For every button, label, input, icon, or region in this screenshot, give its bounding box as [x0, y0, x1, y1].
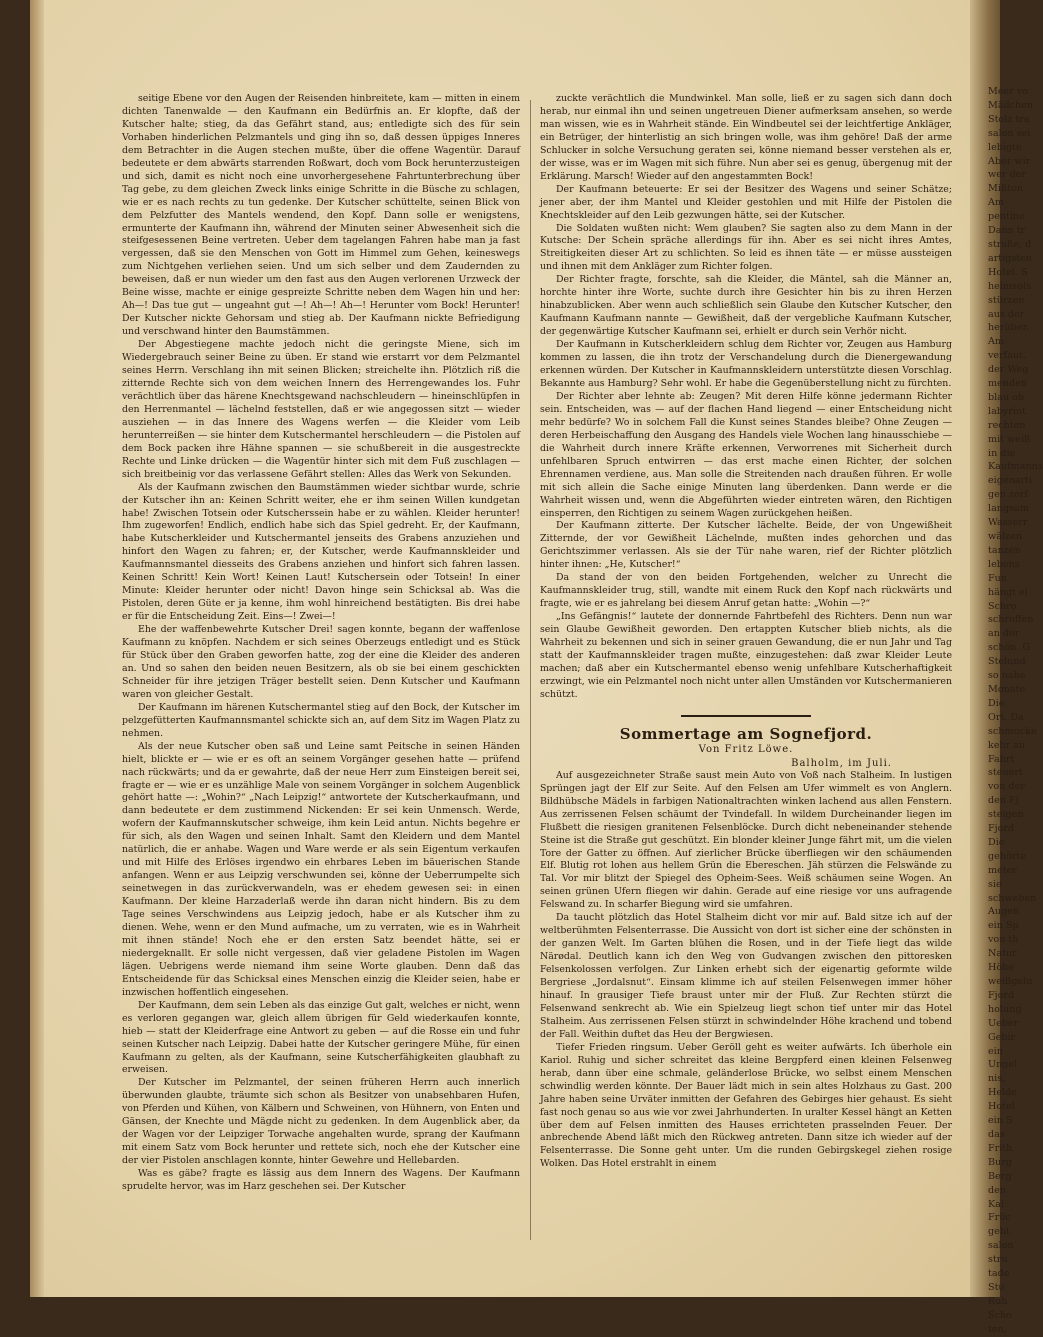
- edge-fragment: das: [988, 1128, 1005, 1140]
- edge-fragment: Fun: [988, 572, 1008, 584]
- edge-fragment: Ueber: [988, 1017, 1019, 1029]
- edge-fragment: schön. G: [988, 642, 1031, 654]
- edge-fragment: kehr au: [988, 739, 1026, 751]
- paragraph: Auf ausgezeichneter Straße saust mein Auto von Voß nach Stalheim. In lustigen Sprüngen jagt der Elf zur Seite. Auf den Felsen am Ufer wimmelt es von Anglern. Bildhübsche Mädels in farbigen Nationaltrachten winken lachend aus allen Fenstern. Aus zerrissenen Felsen schäumt der Tvindefall. In wildem Durcheinander liegen im Flußbett die riesigen granitenen Felsenblöcke. Durch dicht nebeneinander stehende Steine ist die Straße gut geschützt. Ein blonder kleiner Junge fährt mit, um die vielen Tore der Gatter zu öffnen. Auf zierlicher Brücke überfliegen wir den schäumenden Elf. Blutig rot lohen aus hellem Grün die Ebereschen. Jäh stürzen die Felswände zu Tal. Vor mir blitzt der Spiegel des Opheim-Sees. Weiß schäumen seine Wogen. An seinen grünen Ufern fliegen wir dahin. Gerade auf eine riesige vor uns aufragende Felswand zu. In scharfer Biegung wird sie umfahren.: [540, 769, 952, 911]
- edge-fragment: wälzen: [988, 531, 1022, 542]
- edge-fragment: stru: [988, 1254, 1008, 1266]
- edge-fragment: rechten: [988, 419, 1026, 431]
- edge-fragment: Die: [988, 836, 1005, 848]
- paragraph: Der Abgestiegene machte jedoch nicht die geringste Miene, sich im Wiedergebrauch seiner Beine zu üben. Er stand wie erstarrt vor dem Pelzmantel seines Herrn. Verschlang ihn mit seinen Blicken; streichelte ihn. Plötzlich riß die zitternde Rechte sich von dem weichen Innern des Herrengewandes los. Fuhr verächtlich über das härene Knechtsgewand nachschleudern — hineinschlüpfen in den Herrenmantel — lächelnd feststellen, daß er wie angegossen sitzt — wieder ausziehen — in das Innere des Wagens werfen — die Kleider vom Leib herunterreißen — sie hinter dem Kutschermantel herschleudern — die Pistolen auf dem Bock packen ihre Hähne spannen — sie schußbereit in die ausgestreckte Rechte und Linke drücken — die Wagentür hinter sich mit dem Fuß zuschlagen — sich breitbeinig vor das verlassene Gefährt stellen: Alles das Werk von Sekunden.: [122, 339, 520, 480]
- edge-fragment: Frith: [988, 1142, 1013, 1154]
- edge-fragment: stürzen: [988, 294, 1025, 306]
- edge-fragment: salon sei: [988, 127, 1031, 139]
- newspaper-page: [30, 0, 1043, 1335]
- paragraph: Als der neue Kutscher oben saß und Leine samt Peitsche in seinen Händen hielt, blickte er — wie er es oft an seinem Vorgänger gesehen hatte — prüfend nach rückwärts; und da er gewahrte, daß der neue Herr zum Einsteigen bereit sei, fragte er — wie er es unzählige Male von seinem Vorgänger in solchem Augenblick gehört hatte —: „Wohin?“ „Nach Leipzig!“ antwortete der Kutscherkaufmann, und dann bedeutete er dem zustimmend Nickenden: Er sei kein Unmensch. Werde, wofern der Kaufmannskutscher schweige, ihm kein Leid antun. Nichts begehre er für sich, als den Wagen und seinen Inhalt. Samt den Kleidern und dem Mantel natürlich, die er anhabe. Wagen und Ware werde er als sein Eigentum verkaufen und mit Hilfe des Erlöses irgendwo ein ehrbares Leben im bäuerischen Stande anfangen. Wenn er aus Leipzig verschwunden sei, könne der Ueberrumpelte sich seinetwegen in das zurückverwandeln, was er ehedem gewesen sei: in einen Kaufmann. Der kleine Harzaderlaß werde ihn daran nicht hindern. Bis zu dem Tage seines Verschwindens aus Leipzig jedoch, habe er als Kutscher ihm zu dienen. Wehe, wenn er den Mund aufmache, um zu verraten, wie es in Wahrheit mit ihnen stände! Noch ehe er den ersten Satz beendet hätte, sei er niedergeknallt. Er solle nicht vergessen, daß vier geladene Pistolen im Wagen lägen. Uebrigens werde niemand ihm seine Worte glauben. Denn daß das Entscheidende für das Schicksal eines Menschen einzig die Kleider seien, habe er inzwischen hoffentlich eingesehen.: [122, 740, 520, 998]
- edge-fragment: Scho: [988, 1309, 1012, 1321]
- edge-fragment: verfaut.: [988, 350, 1027, 362]
- paragraph: Der Richter aber lehnte ab: Zeugen? Mit deren Hilfe könne jedermann Richter sein. Entscheiden, was — auf der flachen Hand liegend — einer Entscheidung nicht mehr bedürfe? Wo in solchem Fall die Kunst seines Standes bleibe? Ohne Zeugen — deren Herbeischaffung den Ausgang des Handels viele Wochen lang hinausschiebe — die Wahrheit durch innere Kräfte erkennen, Verworrenes mit Sicherheit durch unfehlbaren Spruch entwirren — das erst mache einen Richter, der solchen Ehrennamen verdiene, aus. Man solle die Streitenden nach draußen führen. Er wolle mit sich allein die Sache einige Minuten lang überdenken. Dann werde er die Wahrheit wissen und, wenn die Abgeführten wieder eintreten wären, den Richtigen einsperren, den Richtigen zu seinem Wagen zurückgehen heißen.: [540, 390, 952, 519]
- edge-fragment: herüber.: [988, 322, 1030, 334]
- edge-fragment: holung: [988, 1003, 1022, 1015]
- edge-fragment: Früc: [988, 1212, 1011, 1224]
- edge-fragment: wer der: [988, 169, 1026, 181]
- edge-fragment: pentine: [988, 211, 1025, 223]
- next-page-edge: [988, 85, 1043, 1335]
- edge-fragment: Am: [988, 336, 1005, 348]
- paragraph: Der Kutscher im Pelzmantel, der seinen früheren Herrn auch innerlich überwunden glaubte, träumte sich schon als Besitzer von unabsehbaren Hufen, von Pferden und Kühen, von Kälbern und Schweinen, von Hühnern, von Enten und Gänsen, der Knechte und Mägde nicht zu gedenken. In dem Augenblick aber, da der Wagen vor der Leipziger Torwache angehalten wurde, sprang der Kaufmann mit einem Satz vom Bock herunter und rettete sich, noch ehe der Kutscher eine der vier Pistolen anschlagen konnte, hinter Gewehre und Hellebarden.: [122, 1077, 520, 1167]
- edge-fragment: gen zerf: [988, 489, 1028, 501]
- paragraph: zuckte verächtlich die Mundwinkel. Man solle, ließ er zu sagen sich dann doch herab, nur einmal ihn und seinen ungetreuen Diener aufmerksam ansehen, so werde man wissen, wie es in Wahrheit stände. Ein Windbeutel sei der leichtfertige Ankläger, ein Betrüger, der hinterlistig an sich bringen wolle, was ihm gehöre! Daß der arme Schlucker in solche Versuchung geraten sei, könne niemand besser verstehen als er, der wisse, was er im Wagen mit sich führe. Nun aber sei es genug, übergenug mit der Erklärung. Marsch! Wieder auf den angestammten Bock!: [540, 93, 952, 182]
- paragraph: Der Richter fragte, forschte, sah die Kleider, die Mäntel, sah die Männer an, horchte hinter ihre Worte, suchte durch ihre Gesichter hin bis zu ihren Herzen hinabzublicken. Aber wenn auch schließlich sein Glaube den Kutscher Kutscher, den Kaufmann Kaufmann nannte — Gewißheit, daß der vergebliche Kaufmann Kutscher, der gegenwärtige Kutscher Kaufmann sei, erhielt er durch sein Verhör nicht.: [540, 274, 952, 338]
- article-separator-rule: [681, 715, 811, 717]
- edge-fragment: blau ob: [988, 391, 1025, 403]
- edge-fragment: Hotel. S: [988, 266, 1028, 278]
- paragraph: Der Kaufmann zitterte. Der Kutscher lächelte. Beide, der von Ungewißheit Zitternde, der vor Gewißheit Lächelnde, mußten indes gehorchen und das Gerichtszimmer verlassen. Als sie der Tür nahe waren, rief der Richter plötzlich hinter ihnen: „He, Kutscher!“: [540, 520, 952, 571]
- paragraph: Da taucht plötzlich das Hotel Stalheim dicht vor mir auf. Bald sitze ich auf der weltberühmten Felsenterrasse. Die Aussicht von dort ist sicher eine der schönsten in der ganzen Welt. Im Garten blühen die Rosen, und in der Tiefe liegt das wilde Närødal. Deutlich kann ich den Weg von Gudvangen zwischen den pittoresken Felsenkolossen verfolgen. Zur Linken erhebt sich der eigenartig geformte wilde Bergriese „Jordalsnut“. Einsam klimme ich auf steilen Felsenwegen immer höher hinauf. In grausiger Tiefe braust unter mir der Fluß. Zur Rechten stürzt die Felsenwand senkrecht ab. Wie ein Spielzeug liegt schon tief unter mir das Hotel Stalheim. Aus zerrissenen Felsen stürzt in schwindelnder Höhe krachend und tobend der Fall. Weithin duftet das Heu der Bergwiesen.: [540, 912, 952, 1040]
- edge-fragment: Am: [988, 197, 1005, 209]
- edge-fragment: salon: [988, 1240, 1014, 1252]
- edge-fragment: aus der: [988, 308, 1025, 320]
- paragraph: Ehe der waffenbewehrte Kutscher Drei! sagen konnte, begann der waffenlose Kaufmann zu knöpfen. Nachdem er sich seines Oberzeugs entledigt und es Stück für Stück über den Graben geworfen hatte, zog der eine die Kleider des anderen an. Und so sahen den beiden neuen Besitzern, als ob sie bei einem geschickten Schneider für ihre jetzigen Träger bestellt seien. Denn Kutscher und Kaufmann waren von gleicher Gestalt.: [122, 624, 520, 700]
- edge-fragment: weißgeln: [988, 976, 1033, 987]
- edge-fragment: Kai: [988, 1198, 1004, 1210]
- paragraph: Der Kaufmann, dem sein Leben als das einzige Gut galt, welches er nicht, wenn es verloren gegangen war, gleich allem übrigen für Geld wiederkaufen konnte, hieb — statt der Kleiderfrage eine Antwort zu geben — auf die Rosse ein und fuhr seinen Kutscher nach Leipzig. Dabei hatte der Kutscher geringere Mühe, für einen Kaufmann zu gelten, als der Kaufmann, seine Kutscherfähigkeiten glaubhaft zu erweisen.: [122, 999, 520, 1076]
- edge-fragment: heimsofs: [988, 280, 1032, 292]
- article-byline: Von Fritz Löwe.: [698, 743, 794, 755]
- edge-fragment: eigenarti: [988, 475, 1032, 487]
- edge-fragment: gehörte: [988, 850, 1026, 862]
- edge-fragment: Dann tr: [988, 225, 1026, 237]
- edge-fragment: von der: [988, 781, 1025, 793]
- edge-fragment: menden: [988, 378, 1027, 390]
- edge-fragment: ein Sp: [988, 920, 1019, 932]
- edge-fragment: der Weg: [988, 364, 1029, 376]
- paragraph: seitige Ebene vor den Augen der Reisenden hinbreitete, kam — mitten in einem dichten Tanenwalde — den Kaufmann ein Bedürfnis an. Er klopfte, daß der Kutscher halte; stieg, da das Gefährt stand, aus; entledigte sich des für sein Vorhaben hinderlichen Pelzmantels und ging ihn so, daß dessen üppiges Inneres dem Betrachter in die Augen stechen mußte, über die offene Wagentür. Darauf bedeutete er dem abwärts starrenden Roßwart, doch vom Bock herunterzusteigen und sich, damit es nicht noch eine unvorhergesehene Fahrtunterbrechung über Tag gebe, zu dem gleichen Zweck links einige Schritte in die Büsche zu schlagen, wie er es nach rechts zu tun gedenke. Der Kutscher schüttelte, seinen Blick von dem Pelzfutter des Mantels wendend, den Kopf. Dann solle er wenigstens, ermunterte der Kaufmann ihn, während der Minuten seiner Abwesenheit sich die steifgesessenen Beine vertreten. Ueber dem tagelangen Fahren habe man ja fast vergessen, daß sie den Menschen von Gott im Himmel zum Gehen, keineswegs zum Nichtgehen verliehen seien. Und um sich selber und dem Zaudernden zu beweisen, daß er nun wieder um den fast aus den Augen verlorenen Urzweck der Beine wisse, machte er einige gespreizte Schritte neben dem Wagen hin und her: Ah—! Das tue gut — ungeahnt gut —! Ah—! Ah—! Herunter vom Bock! Herunter! Der Kutscher nickte Gehorsam und stieg ab. Der Kaufmann nickte Befriedigung und verschwand hinter den Baumstämmen.: [122, 93, 520, 338]
- edge-fragment: Hotel: [988, 1101, 1015, 1113]
- edge-fragment: sie: [988, 878, 1002, 890]
- paragraph: „Ins Gefängnis!“ lautete der donnernde Fahrtbefehl des Richters. Denn nun war sein Glaube Gewißheit geworden. Den ertappten Kutscher blieb nichts, als die Wahrheit zu bekennen und sich in seiner grauen Gewandung, die er nun Jahr und Tag statt der Kaufmannskleider tragen mußte, einzugestehen: daß zwar Kleider Leute machen; daß aber ein Kutschermantel ebenso wenig unfehlbare Kutscherhaftigkeit erzwingt, wie ein Pelzmantel noch nicht unter allen Umständen vor Kutschermanieren schützt.: [540, 611, 952, 700]
- article-dateline: Balholm, im Juli.: [791, 757, 892, 769]
- edge-fragment: Fjord: [988, 989, 1015, 1001]
- edge-fragment: Helde: [988, 1087, 1017, 1099]
- edge-fragment: Mädchen: [988, 99, 1034, 111]
- edge-fragment: Schro: [988, 600, 1017, 612]
- edge-fragment: Berg: [988, 1170, 1012, 1182]
- edge-fragment: so nahe: [988, 670, 1026, 682]
- edge-fragment: Meer vo: [988, 86, 1029, 97]
- paragraph: Der Kaufmann in Kutscherkleidern schlug dem Richter vor, Zeugen aus Hamburg kommen zu lassen, die ihn trotz der Verschandelung durch die Dienergewandung erkennen würden. Der Kutscher in Kaufmannskleidern unterstützte diesen Vorschlag. Bekannte aus Hamburg? Sehr wohl. Er habe die Gegenüberstellung nicht zu fürchten.: [540, 339, 952, 389]
- paragraph: Was es gäbe? fragte es lässig aus dem Innern des Wagens. Der Kaufmann sprudelte hervor, was im Harz geschehen sei. Der Kutscher: [122, 1168, 520, 1193]
- edge-fragment: geht: [988, 1226, 1010, 1238]
- paragraph: Der Kaufmann im härenen Kutschermantel stieg auf den Bock, der Kutscher im pelzgefütterten Kaufmannsmantel schickte sich an, auf dem Sitz im Wagen Platz zu nehmen.: [122, 701, 520, 739]
- edge-fragment: nis,: [988, 1073, 1006, 1085]
- column-divider: [530, 100, 531, 1240]
- edge-fragment: Augen: [988, 906, 1020, 918]
- edge-fragment: schroffen: [988, 614, 1034, 626]
- paragraph: Da stand der von den beiden Fortgehenden, welcher zu Unrecht die Kaufmannskleider trug, still, wandte mit einem Ruck den Kopf nach rückwärts und fragte, wie er es jahrelang bei diesem Anruf getan hatte: „Wohin —?“: [540, 572, 952, 610]
- edge-fragment: hängt ei: [988, 586, 1028, 598]
- edge-fragment: Stolz tra: [988, 113, 1030, 125]
- edge-fragment: lebigte: [988, 141, 1022, 153]
- edge-fragment: schweben: [988, 892, 1037, 904]
- left-column: [122, 93, 520, 1194]
- edge-fragment: schmucke: [988, 725, 1037, 737]
- edge-fragment: mit weiß: [988, 433, 1031, 445]
- edge-fragment: in die: [988, 447, 1016, 459]
- edge-fragment: lebens: [988, 558, 1020, 570]
- edge-fragment: steigen: [988, 809, 1024, 821]
- edge-fragment: den Fj: [988, 795, 1019, 807]
- edge-fragment: von th: [988, 934, 1019, 946]
- paragraph: Als der Kaufmann zwischen den Baumstämmen wieder sichtbar wurde, schrie der Kutscher ihn an: Keinen Schritt weiter, ehe er ihm seinen Willen kundgetan habe! Zwischen Totsein oder Kutscherssein habe er zu wählen. Kleider herunter! Ihm zugeworfen! Endlich, endlich habe sich das Spiel gedreht. Er, der Kaufmann, habe Kutscherkleider und Kutschermantel jenseits des Grabens anzuziehen und hinfort den Wagen zu fahren; er, der Kutscher, werde Kaufmannskleider und Kaufmannsmantel diesseits des Grabens anziehen und hinfort sich fahren lassen. Keinen Schritt! Kein Wort! Keinen Laut! Kutschersein oder Totsein! In einer Minute: Kleider herunter oder nicht! Davon hinge sein Schicksal ab. Was die Pistolen, deren Güte er ja kenne, ihm wohl hinreichend bestätigten. Bis drei habe er für die Entscheidung Zeit. Eins—! Zwei—!: [122, 481, 520, 623]
- edge-fragment: Aber wir: [988, 155, 1031, 167]
- edge-fragment: ten,: [988, 1323, 1007, 1335]
- edge-fragment: straße, d: [988, 238, 1032, 250]
- edge-fragment: Ruh: [988, 1295, 1008, 1307]
- edge-fragment: Monate: [988, 683, 1026, 695]
- edge-fragment: an der: [988, 628, 1020, 640]
- edge-fragment: ein: [988, 1045, 1003, 1057]
- edge-fragment: tanzen: [988, 544, 1021, 556]
- edge-fragment: Ort. Da: [988, 711, 1024, 723]
- edge-fragment: den: [988, 1184, 1006, 1196]
- page-edge: [30, 0, 44, 1297]
- edge-fragment: Ungel: [988, 1059, 1018, 1071]
- edge-fragment: Stelund: [988, 656, 1026, 668]
- edge-fragment: Wasserr: [988, 517, 1028, 529]
- edge-fragment: Gebir: [988, 1031, 1016, 1043]
- edge-fragment: Kaufmanns: [988, 461, 1043, 473]
- edge-fragment: Stu: [988, 1281, 1005, 1293]
- right-column: [540, 93, 952, 1171]
- paragraph: Tiefer Frieden ringsum. Ueber Geröll geht es weiter aufwärts. Ich überhole ein Kariol. Ruhig und sicher schreitet das kleine Bergpferd einen kleinen Felsenweg herab, dann über eine schmale, geländerlose Brücke, wo selbst einem Menschen schwindlig werden könnte. Der Bauer lädt mich in sein altes Holzhaus zu Gast. 200 Jahre haben seine Urväter inmitten der Gefahren des Gebirges hier gehaust. Es sieht fast noch genau so aus wie vor zwei Jahrhunderten. In uralter Kessel hängt an Ketten über dem auf Felsen inmitten des Hauses errichteten prasselnden Feuer. Der anbrechende Abend läßt mich den Rückweg antreten. Dann sitze ich wieder auf der Felsenterrasse. Die Sonne geht unter. Um die runden Gebirgskegel ziehen rosige Wolken. Das Hotel erstrahlt in einem: [540, 1041, 952, 1170]
- edge-fragment: Burg: [988, 1156, 1012, 1168]
- edge-fragment: Mißton: [988, 183, 1024, 195]
- edge-fragment: Höhe: [988, 962, 1014, 974]
- article-title: Sommertage am Sognefjord.: [619, 724, 873, 743]
- edge-fragment: tade: [988, 1268, 1010, 1280]
- edge-fragment: labyrint: [988, 405, 1027, 417]
- article-body: [540, 770, 952, 1172]
- paragraph: Der Kaufmann beteuerte: Er sei der Besitzer des Wagens und seiner Schätze; jener aber, der ihm Mantel und Kleider gestohlen und mit Hilfe der Pistolen die Knechtskleider auf den Leib gezwungen hätte, sei der Kutscher.: [540, 183, 952, 221]
- edge-fragment: steuert: [988, 767, 1023, 779]
- edge-fragment: Die: [988, 697, 1005, 709]
- edge-fragment: ein S: [988, 1115, 1013, 1127]
- edge-fragment: meter: [988, 864, 1017, 876]
- edge-fragment: Natur: [988, 948, 1017, 960]
- paragraph: Die Soldaten wußten nicht: Wem glauben? Sie sagten also zu dem Mann in der Kutsche: Der Schein spräche allerdings für ihn. Aber es sei nicht ihres Amtes, Streitigkeiten dieser Art zu schlichten. So leid es ihnen täte — er müsse aussteigen und ihnen mit dem Ankläger zum Richter folgen.: [540, 222, 952, 273]
- edge-fragment: artigsten: [988, 252, 1033, 264]
- edge-fragment: langsam: [988, 503, 1029, 515]
- story-continuation: [540, 93, 952, 702]
- edge-fragment: Fjord: [988, 823, 1015, 835]
- edge-fragment: Fahrt: [988, 753, 1015, 765]
